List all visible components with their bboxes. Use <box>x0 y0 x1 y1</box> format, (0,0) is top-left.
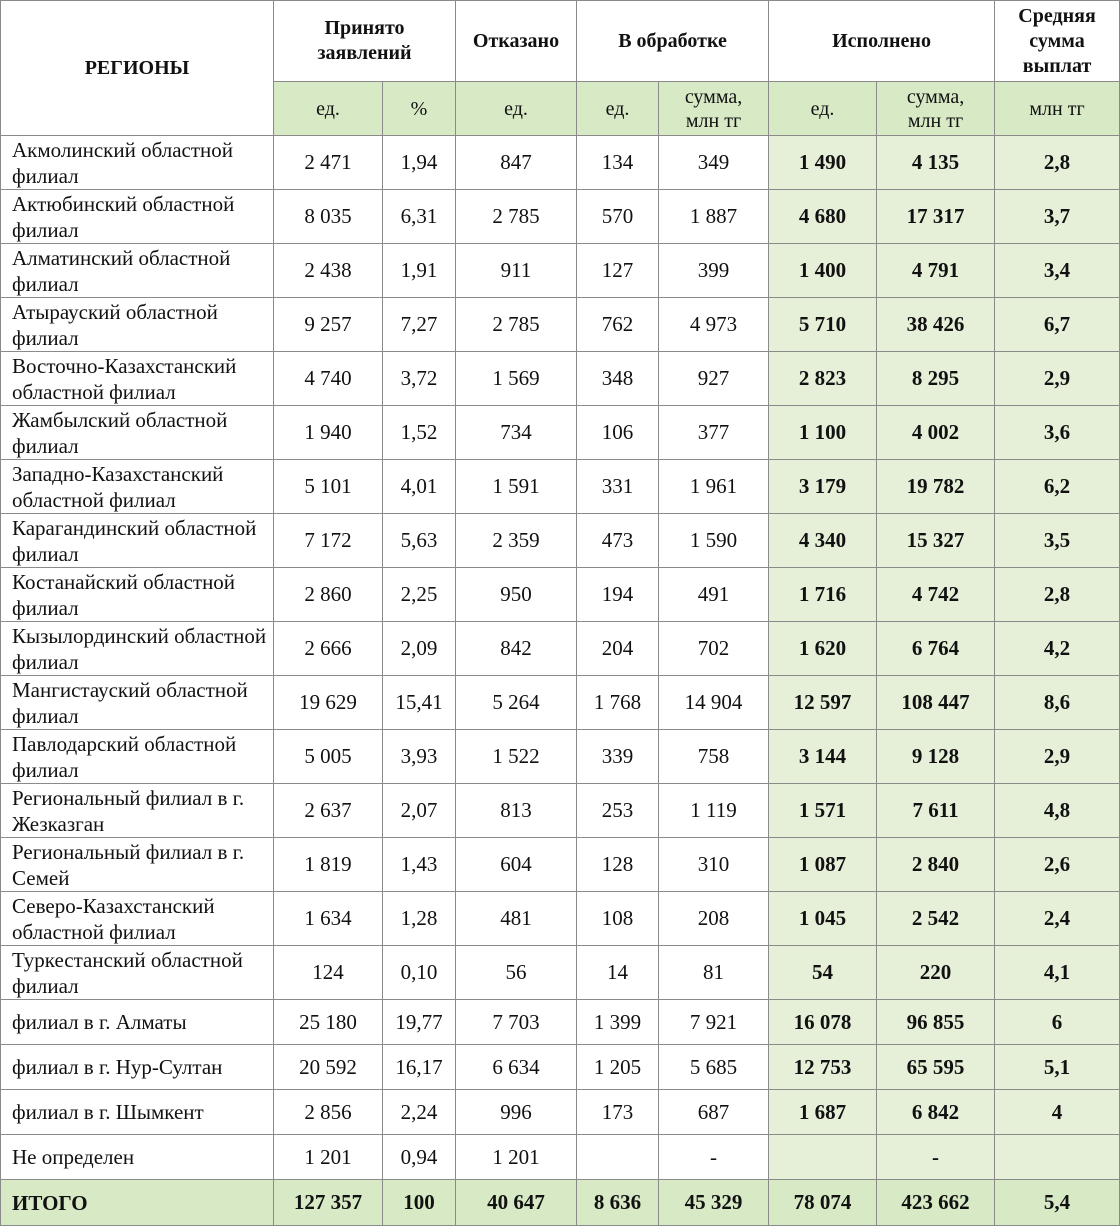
processing-sum-cell: 14 904 <box>659 676 769 730</box>
processing-count-cell: 348 <box>577 352 659 406</box>
done-sum-cell: 4 742 <box>877 568 995 622</box>
accepted-pct-cell: 1,52 <box>383 406 456 460</box>
refused-count-cell: 996 <box>456 1090 577 1135</box>
region-name: Мангистауский областной филиал <box>1 676 274 730</box>
accepted-pct-cell: 1,43 <box>383 838 456 892</box>
refused-count-cell: 6 634 <box>456 1045 577 1090</box>
accepted-count-cell: 1 940 <box>274 406 383 460</box>
refused-count-cell: 1 201 <box>456 1135 577 1180</box>
done-sum-cell: 19 782 <box>877 460 995 514</box>
region-name: Алматинский областной филиал <box>1 244 274 298</box>
header-processing: В обработке <box>577 1 769 82</box>
done-count-cell: 3 179 <box>769 460 877 514</box>
table-row <box>1 352 1120 406</box>
avg-payment-cell: 4,2 <box>995 622 1120 676</box>
header-accepted: Принято заявлений <box>274 1 456 82</box>
processing-count-cell: 331 <box>577 460 659 514</box>
done-count-cell: 54 <box>769 946 877 1000</box>
processing-count-cell <box>577 1135 659 1180</box>
done-sum-cell: 4 135 <box>877 136 995 190</box>
accepted-count-cell: 7 172 <box>274 514 383 568</box>
processing-count-cell: 194 <box>577 568 659 622</box>
refused-count-cell: 950 <box>456 568 577 622</box>
done-count-cell: 1 490 <box>769 136 877 190</box>
refused-count-cell: 1 569 <box>456 352 577 406</box>
accepted-pct-cell: 0,10 <box>383 946 456 1000</box>
accepted-count-cell: 2 666 <box>274 622 383 676</box>
done-count-cell: 4 340 <box>769 514 877 568</box>
processing-sum-cell: 927 <box>659 352 769 406</box>
table-row <box>1 136 1120 190</box>
accepted-pct-cell: 4,01 <box>383 460 456 514</box>
region-name: филиал в г. Шымкент <box>1 1090 274 1135</box>
processing-sum-cell: 208 <box>659 892 769 946</box>
accepted-count-cell: 124 <box>274 946 383 1000</box>
header-refused: Отказано <box>456 1 577 82</box>
done-sum-cell: 8 295 <box>877 352 995 406</box>
accepted-count-cell: 4 740 <box>274 352 383 406</box>
avg-payment-cell: 2,8 <box>995 568 1120 622</box>
accepted-count-cell: 19 629 <box>274 676 383 730</box>
table-row <box>1 676 1120 730</box>
processing-count-cell: 128 <box>577 838 659 892</box>
unit-accepted-count: ед. <box>274 82 383 136</box>
total-label: ИТОГО <box>1 1180 274 1226</box>
avg-payment-cell: 6 <box>995 1000 1120 1045</box>
processing-sum-cell: 5 685 <box>659 1045 769 1090</box>
header-avg: Средняя сумма выплат <box>995 1 1120 82</box>
done-sum-cell: 9 128 <box>877 730 995 784</box>
done-count-cell: 4 680 <box>769 190 877 244</box>
accepted-pct-cell: 1,94 <box>383 136 456 190</box>
total-refused-count-cell: 40 647 <box>456 1180 577 1226</box>
header-done: Исполнено <box>769 1 995 82</box>
table-row <box>1 1090 1120 1135</box>
total-row <box>1 1180 1120 1226</box>
avg-payment-cell: 6,7 <box>995 298 1120 352</box>
total-accepted-count-cell: 127 357 <box>274 1180 383 1226</box>
accepted-pct-cell: 5,63 <box>383 514 456 568</box>
done-sum-cell: 220 <box>877 946 995 1000</box>
processing-count-cell: 1 768 <box>577 676 659 730</box>
unit-done-count: ед. <box>769 82 877 136</box>
refused-count-cell: 56 <box>456 946 577 1000</box>
region-name: Региональный филиал в г. Семей <box>1 838 274 892</box>
done-count-cell: 1 716 <box>769 568 877 622</box>
refused-count-cell: 847 <box>456 136 577 190</box>
total-accepted-pct-cell: 100 <box>383 1180 456 1226</box>
done-sum-cell: 96 855 <box>877 1000 995 1045</box>
region-name: филиал в г. Нур-Султан <box>1 1045 274 1090</box>
avg-payment-cell: 3,6 <box>995 406 1120 460</box>
done-sum-cell: 7 611 <box>877 784 995 838</box>
table-row <box>1 1045 1120 1090</box>
processing-sum-cell: 7 921 <box>659 1000 769 1045</box>
processing-sum-cell: 377 <box>659 406 769 460</box>
accepted-pct-cell: 7,27 <box>383 298 456 352</box>
accepted-count-cell: 1 634 <box>274 892 383 946</box>
done-count-cell: 12 597 <box>769 676 877 730</box>
avg-payment-cell: 2,6 <box>995 838 1120 892</box>
processing-sum-cell: 1 119 <box>659 784 769 838</box>
avg-payment-cell: 2,8 <box>995 136 1120 190</box>
done-sum-cell: 4 002 <box>877 406 995 460</box>
accepted-count-cell: 8 035 <box>274 190 383 244</box>
done-count-cell: 1 400 <box>769 244 877 298</box>
processing-count-cell: 762 <box>577 298 659 352</box>
total-done-sum-cell: 423 662 <box>877 1180 995 1226</box>
done-sum-cell: 15 327 <box>877 514 995 568</box>
done-count-cell <box>769 1135 877 1180</box>
avg-payment-cell: 5,1 <box>995 1045 1120 1090</box>
table-row <box>1 568 1120 622</box>
avg-payment-cell: 3,4 <box>995 244 1120 298</box>
region-name: Атырауский областной филиал <box>1 298 274 352</box>
processing-count-cell: 1 399 <box>577 1000 659 1045</box>
processing-count-cell: 127 <box>577 244 659 298</box>
done-count-cell: 1 687 <box>769 1090 877 1135</box>
accepted-count-cell: 2 856 <box>274 1090 383 1135</box>
processing-count-cell: 134 <box>577 136 659 190</box>
table-row <box>1 784 1120 838</box>
avg-payment-cell: 2,9 <box>995 352 1120 406</box>
refused-count-cell: 481 <box>456 892 577 946</box>
avg-payment-cell: 8,6 <box>995 676 1120 730</box>
refused-count-cell: 1 591 <box>456 460 577 514</box>
processing-sum-cell: - <box>659 1135 769 1180</box>
total-done-count-cell: 78 074 <box>769 1180 877 1226</box>
unit-accepted-pct: % <box>383 82 456 136</box>
processing-sum-cell: 1 590 <box>659 514 769 568</box>
refused-count-cell: 1 522 <box>456 730 577 784</box>
avg-payment-cell: 3,5 <box>995 514 1120 568</box>
accepted-count-cell: 2 438 <box>274 244 383 298</box>
done-count-cell: 1 045 <box>769 892 877 946</box>
refused-count-cell: 7 703 <box>456 1000 577 1045</box>
accepted-count-cell: 2 471 <box>274 136 383 190</box>
processing-count-cell: 108 <box>577 892 659 946</box>
region-name: филиал в г. Алматы <box>1 1000 274 1045</box>
accepted-pct-cell: 6,31 <box>383 190 456 244</box>
done-sum-cell: 6 764 <box>877 622 995 676</box>
table-row <box>1 406 1120 460</box>
table-row <box>1 838 1120 892</box>
processing-count-cell: 253 <box>577 784 659 838</box>
region-name: Восточно-Казахстанский областной филиал <box>1 352 274 406</box>
avg-payment-cell <box>995 1135 1120 1180</box>
done-count-cell: 5 710 <box>769 298 877 352</box>
refused-count-cell: 2 785 <box>456 298 577 352</box>
refused-count-cell: 2 785 <box>456 190 577 244</box>
accepted-pct-cell: 3,72 <box>383 352 456 406</box>
done-count-cell: 1 100 <box>769 406 877 460</box>
accepted-count-cell: 2 860 <box>274 568 383 622</box>
done-count-cell: 1 087 <box>769 838 877 892</box>
done-sum-cell: 65 595 <box>877 1045 995 1090</box>
done-count-cell: 16 078 <box>769 1000 877 1045</box>
region-name: Туркестанский областной филиал <box>1 946 274 1000</box>
region-name: Западно-Казахстанский областной филиал <box>1 460 274 514</box>
processing-sum-cell: 758 <box>659 730 769 784</box>
processing-sum-cell: 1 961 <box>659 460 769 514</box>
processing-sum-cell: 349 <box>659 136 769 190</box>
accepted-count-cell: 25 180 <box>274 1000 383 1045</box>
unit-done-sum: сумма, млн тг <box>877 82 995 136</box>
unit-refused-count: ед. <box>456 82 577 136</box>
done-count-cell: 2 823 <box>769 352 877 406</box>
done-sum-cell: 2 840 <box>877 838 995 892</box>
processing-sum-cell: 81 <box>659 946 769 1000</box>
table-row <box>1 622 1120 676</box>
accepted-pct-cell: 16,17 <box>383 1045 456 1090</box>
refused-count-cell: 911 <box>456 244 577 298</box>
accepted-count-cell: 5 101 <box>274 460 383 514</box>
region-name: Региональный филиал в г. Жезказган <box>1 784 274 838</box>
refused-count-cell: 813 <box>456 784 577 838</box>
accepted-count-cell: 2 637 <box>274 784 383 838</box>
avg-payment-cell: 4,8 <box>995 784 1120 838</box>
done-count-cell: 12 753 <box>769 1045 877 1090</box>
region-name: Не определен <box>1 1135 274 1180</box>
region-name: Павлодарский областной филиал <box>1 730 274 784</box>
refused-count-cell: 734 <box>456 406 577 460</box>
region-name: Актюбинский областной филиал <box>1 190 274 244</box>
done-sum-cell: 2 542 <box>877 892 995 946</box>
processing-sum-cell: 687 <box>659 1090 769 1135</box>
processing-count-cell: 204 <box>577 622 659 676</box>
accepted-pct-cell: 19,77 <box>383 1000 456 1045</box>
accepted-count-cell: 9 257 <box>274 298 383 352</box>
accepted-count-cell: 5 005 <box>274 730 383 784</box>
accepted-count-cell: 1 201 <box>274 1135 383 1180</box>
table-row <box>1 514 1120 568</box>
unit-processing-count: ед. <box>577 82 659 136</box>
header-regions: РЕГИОНЫ <box>1 1 274 136</box>
total-processing-count-cell: 8 636 <box>577 1180 659 1226</box>
done-sum-cell: - <box>877 1135 995 1180</box>
processing-count-cell: 106 <box>577 406 659 460</box>
accepted-count-cell: 1 819 <box>274 838 383 892</box>
region-name: Костанайский областной филиал <box>1 568 274 622</box>
table-row <box>1 1000 1120 1045</box>
processing-sum-cell: 1 887 <box>659 190 769 244</box>
processing-sum-cell: 491 <box>659 568 769 622</box>
accepted-pct-cell: 2,25 <box>383 568 456 622</box>
table-row <box>1 244 1120 298</box>
region-name: Кызылординский областной филиал <box>1 622 274 676</box>
avg-payment-cell: 2,9 <box>995 730 1120 784</box>
refused-count-cell: 604 <box>456 838 577 892</box>
accepted-pct-cell: 2,09 <box>383 622 456 676</box>
unit-avg: млн тг <box>995 82 1120 136</box>
accepted-pct-cell: 2,24 <box>383 1090 456 1135</box>
processing-count-cell: 473 <box>577 514 659 568</box>
accepted-count-cell: 20 592 <box>274 1045 383 1090</box>
done-sum-cell: 6 842 <box>877 1090 995 1135</box>
total-avg-payment-cell: 5,4 <box>995 1180 1120 1226</box>
refused-count-cell: 5 264 <box>456 676 577 730</box>
processing-count-cell: 14 <box>577 946 659 1000</box>
avg-payment-cell: 4,1 <box>995 946 1120 1000</box>
table-row <box>1 190 1120 244</box>
processing-count-cell: 173 <box>577 1090 659 1135</box>
done-sum-cell: 4 791 <box>877 244 995 298</box>
accepted-pct-cell: 0,94 <box>383 1135 456 1180</box>
processing-sum-cell: 399 <box>659 244 769 298</box>
table-row <box>1 298 1120 352</box>
region-name: Северо-Казахстанский областной филиал <box>1 892 274 946</box>
done-sum-cell: 38 426 <box>877 298 995 352</box>
avg-payment-cell: 3,7 <box>995 190 1120 244</box>
processing-sum-cell: 702 <box>659 622 769 676</box>
accepted-pct-cell: 3,93 <box>383 730 456 784</box>
avg-payment-cell: 4 <box>995 1090 1120 1135</box>
done-count-cell: 1 620 <box>769 622 877 676</box>
accepted-pct-cell: 15,41 <box>383 676 456 730</box>
avg-payment-cell: 2,4 <box>995 892 1120 946</box>
region-name: Карагандинский областной филиал <box>1 514 274 568</box>
table-row <box>1 946 1120 1000</box>
refused-count-cell: 842 <box>456 622 577 676</box>
total-processing-sum-cell: 45 329 <box>659 1180 769 1226</box>
accepted-pct-cell: 1,28 <box>383 892 456 946</box>
accepted-pct-cell: 1,91 <box>383 244 456 298</box>
refused-count-cell: 2 359 <box>456 514 577 568</box>
table-row <box>1 1135 1120 1180</box>
table-row <box>1 892 1120 946</box>
processing-sum-cell: 310 <box>659 838 769 892</box>
accepted-pct-cell: 2,07 <box>383 784 456 838</box>
done-count-cell: 3 144 <box>769 730 877 784</box>
avg-payment-cell: 6,2 <box>995 460 1120 514</box>
processing-count-cell: 339 <box>577 730 659 784</box>
unit-processing-sum: сумма, млн тг <box>659 82 769 136</box>
processing-sum-cell: 4 973 <box>659 298 769 352</box>
done-sum-cell: 17 317 <box>877 190 995 244</box>
region-name: Акмолинский областной филиал <box>1 136 274 190</box>
processing-count-cell: 570 <box>577 190 659 244</box>
header-row <box>1 1 1120 82</box>
table-row <box>1 730 1120 784</box>
table-row <box>1 460 1120 514</box>
done-sum-cell: 108 447 <box>877 676 995 730</box>
processing-count-cell: 1 205 <box>577 1045 659 1090</box>
region-name: Жамбылский областной филиал <box>1 406 274 460</box>
done-count-cell: 1 571 <box>769 784 877 838</box>
